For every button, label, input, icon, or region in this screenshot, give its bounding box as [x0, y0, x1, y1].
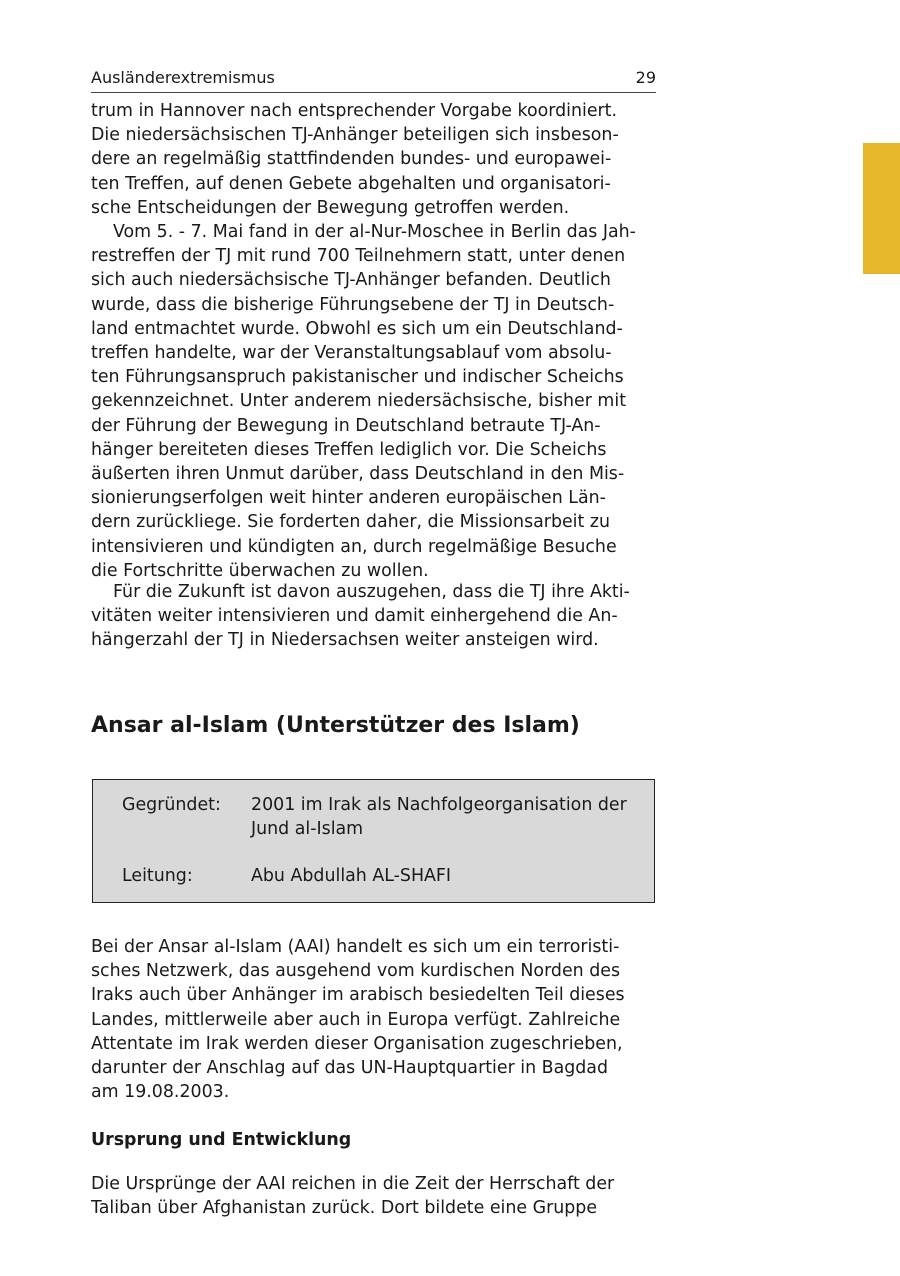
- section-title: Ansar al-Islam (Unterstützer des Islam): [91, 713, 580, 738]
- text-line: Taliban über Afghanistan zurück. Dort bildete eine Gruppe: [91, 1198, 598, 1219]
- subsection-heading: Ursprung und Entwicklung: [91, 1130, 352, 1150]
- text-line: treffen handelte, war der Veranstaltungsablauf vom absolu-: [91, 343, 612, 364]
- text-line: Jund al-Islam: [251, 819, 364, 839]
- text-line: dern zurückliege. Sie forderten daher, die Missionsarbeit zu: [91, 512, 611, 533]
- text-line: land entmachtet wurde. Obwohl es sich um ein Deutschland-: [91, 318, 623, 339]
- leader-value: Abu Abdullah AL-SHAFI: [251, 866, 452, 886]
- text-line: Attentate im Irak werden dieser Organisation zugeschrieben,: [91, 1033, 623, 1054]
- running-title: Ausländerextremismus: [91, 68, 275, 87]
- text-line: restreffen der TJ mit rund 700 Teilnehmern statt, unter denen: [91, 246, 626, 267]
- text-line: darunter der Anschlag auf das UN-Hauptquartier in Bagdad: [91, 1058, 608, 1079]
- paragraph-1: [91, 99, 661, 220]
- text-line: hängerzahl der TJ in Niedersachsen weiter ansteigen wird.: [91, 630, 599, 651]
- text-line: vitäten weiter intensivieren und damit einhergehend die An-: [91, 606, 618, 627]
- text-line: dere an regelmäßig stattfindenden bundes- und europawei-: [91, 149, 612, 170]
- text-line: äußerten ihren Unmut darüber, dass Deutschland in den Mis-: [91, 464, 625, 485]
- text-line: Landes, mittlerweile aber auch in Europa verfügt. Zahlreiche: [91, 1009, 621, 1030]
- text-line: Vom 5. - 7. Mai fand in der al-Nur-Moschee in Berlin das Jah-: [113, 222, 636, 242]
- origin-paragraph: [91, 1172, 661, 1220]
- text-line: 2001 im Irak als Nachfolgeorganisation der: [251, 795, 627, 815]
- text-line: gekennzeichnet. Unter anderem niedersächsische, bisher mit: [91, 391, 627, 412]
- paragraph-2: [91, 220, 661, 583]
- chapter-tab-marker: [863, 143, 900, 274]
- text-line: wurde, dass die bisherige Führungsebene der TJ in Deutsch-: [91, 294, 615, 315]
- text-line: der Führung der Bewegung in Deutschland betraute TJ-An-: [91, 415, 601, 436]
- text-line: am 19.08.2003.: [91, 1082, 230, 1103]
- text-line: Iraks auch über Anhänger im arabisch besiedelten Teil dieses: [91, 985, 625, 1006]
- running-header: [91, 68, 656, 88]
- text-line: Die Ursprünge der AAI reichen in die Zeit der Herrschaft der: [91, 1174, 615, 1194]
- text-line: trum in Hannover nach entsprechender Vorgabe koordiniert.: [91, 101, 618, 121]
- text-line: Für die Zukunft ist davon auszugehen, dass die TJ ihre Akti-: [113, 582, 630, 602]
- text-line: sich auch niedersächsische TJ-Anhänger befanden. Deutlich: [91, 270, 611, 291]
- text-line: intensivieren und kündigten an, durch regelmäßige Besuche: [91, 536, 617, 557]
- text-line: Die niedersächsischen TJ-Anhänger beteiligen sich insbeson-: [91, 125, 619, 146]
- leader-label: Leitung:: [122, 866, 193, 886]
- text-line: sches Netzwerk, das ausgehend vom kurdischen Norden des: [91, 961, 621, 982]
- text-line: ten Treffen, auf denen Gebete abgehalten und organisatori-: [91, 173, 611, 194]
- text-line: sionierungserfolgen weit hinter anderen europäischen Län-: [91, 488, 606, 509]
- header-rule: [91, 92, 656, 93]
- page-number: 29: [635, 68, 656, 87]
- text-line: hänger bereiteten dieses Treffen lediglich vor. Die Scheichs: [91, 439, 607, 460]
- founded-value: [251, 793, 627, 841]
- intro-paragraph: [91, 935, 661, 1104]
- paragraph-3: [91, 580, 661, 653]
- text-line: ten Führungsanspruch pakistanischer und indischer Scheichs: [91, 367, 624, 388]
- text-line: Bei der Ansar al-Islam (AAI) handelt es sich um ein terroristi-: [91, 937, 620, 957]
- founded-label: Gegründet:: [122, 795, 221, 815]
- text-line: sche Entscheidungen der Bewegung getroffen werden.: [91, 197, 570, 218]
- text-line: die Fortschritte überwachen zu wollen.: [91, 560, 429, 581]
- fact-box: [92, 779, 655, 903]
